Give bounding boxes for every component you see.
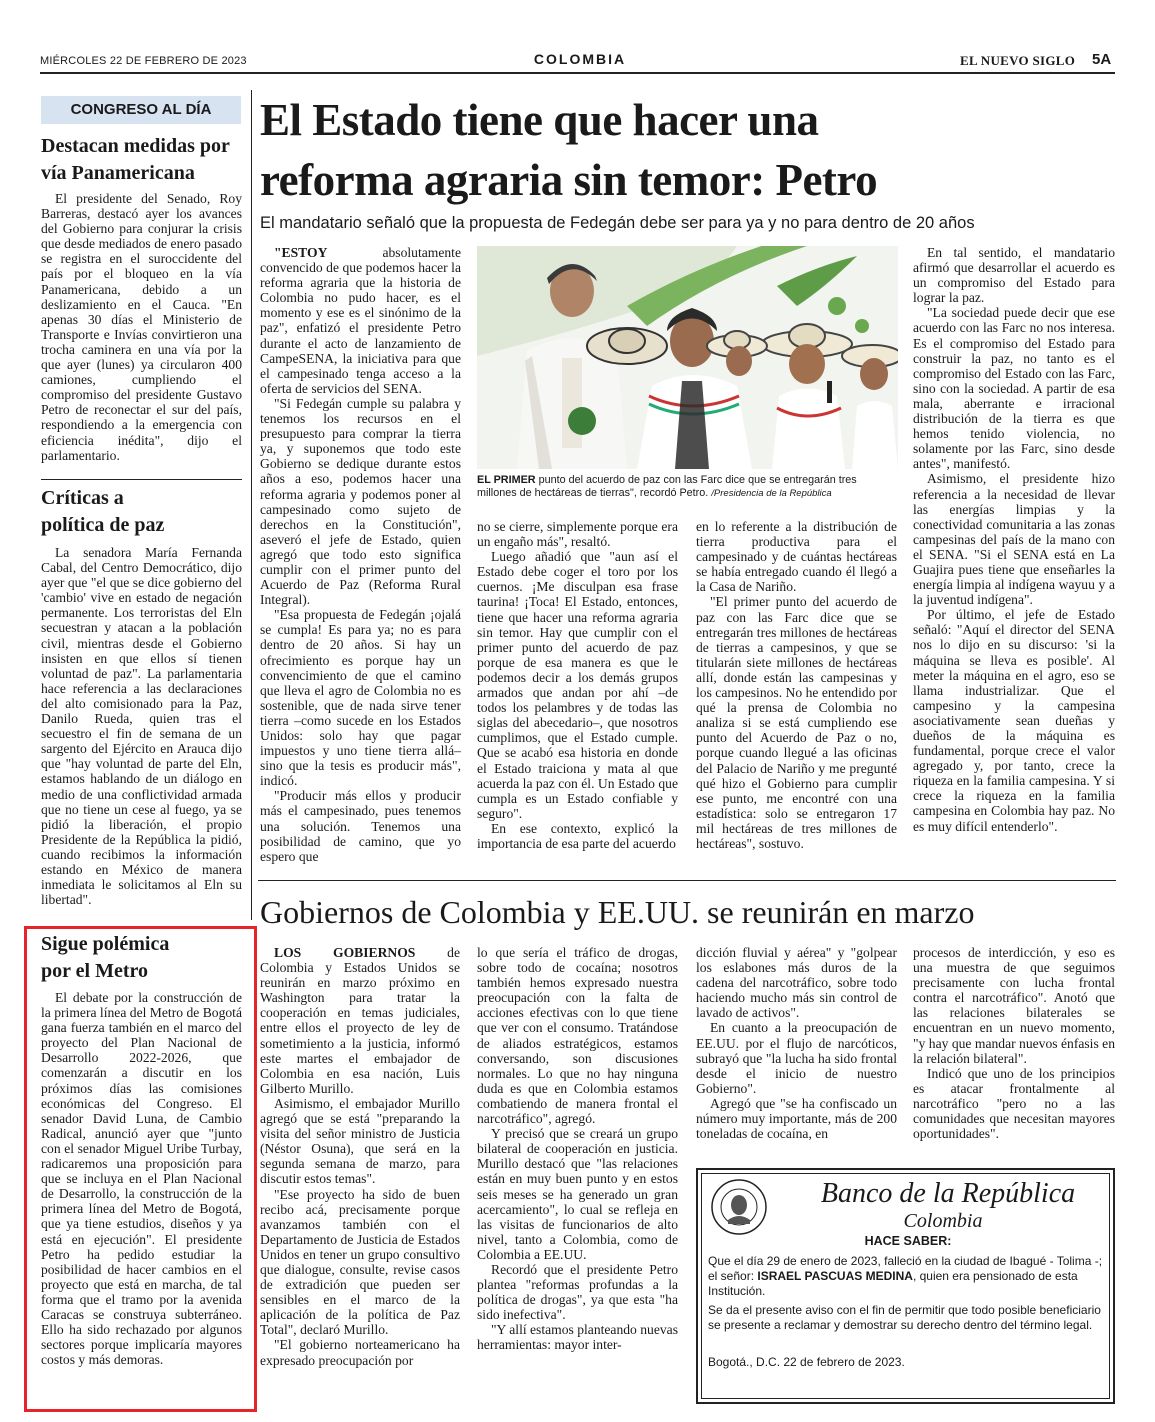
ceremony-photo-icon [477,246,898,469]
story-column-1: "ESTOY absolutamente convencido de que podemos hacer la reforma agraria que la historia de Colombia no pudo hacer, es el momento y ese es el sinónimo de la paz", enfatizó el presidente Petro durante el acto de lanzamiento de CampeSENA, la iniciativa para que el campesinado tenga acceso a la oferta de servicios del SENA. "Si Fedegán cumple su palabra y tenemos los recursos en el presupuesto para comprar la tierra ya, y suponemos que todo este Gobierno se dedique durante estos años a eso, podemos hacer una reforma agraria y podemos poner al campesinado como sujeto de derechos en la Constitución", aseveró el jefe de Estado, quien agregó que todo esto significa cumplir con el primer punto del Acuerdo de Paz (Reforma Rural Integral). "Esa propuesta de Fedegán ¡ojalá se cumpla! Es para ya; no es para dentro de 20 años. Si hay un ofrecimiento es porque hay un convencimiento de que el camino que lleva el agro de Colombia no es sostenible, que de nada sirve tener tierra –como sucede en los Estados Unidos: solo hay que pagar impuestos y uno tiene tierra allá– sino que la tesis es producir más", indicó. "Producir más ellos y producir más el campesinado, pues tenemos una solución. Tenemos una posibilidad de camino, que yo espero que [260,245,461,864]
bank-notice [696,1168,1115,1404]
newspaper-name: EL NUEVO SIGLO [960,53,1076,68]
story2-headline: Gobiernos de Colombia y EE.UU. se reunirán en marzo [260,894,975,930]
bank-name: Banco de la República [820,1178,1076,1209]
sidebar-label: CONGRESO AL DÍA [41,96,241,124]
story-photo [477,246,898,469]
story-column-3: en lo referente a la distribución de tierra productiva para el campesinado y de cuántas hectáreas se había entregado cuando él llegó a la Casa de Nariño. "El primer punto del acuerdo de paz con las Farc dice que se entregarán tres millones de hectáreas de tierras a campesinos, y que se titularán siete millones de hectáreas allí, donde están las campesinas y los campesinos. No he entendido por qué la prensa de Colombia no analiza si se está cumpliendo ese punto del Acuerdo de Paz o no, porque cuando llegué a las oficinas del Palacio de Nariño y me pregunté qué hizo el Gobierno para cumplir ese punto, me encontré con una estadística: solo se entregaron 17 mil hectáreas de tres millones de hectáreas", sostuvo. [696,519,897,851]
issue-date: MIÉRCOLES 22 DE FEBRERO DE 2023 [40,55,247,67]
sidebar-item-title: Críticas a política de paz [41,487,165,536]
bank-country: Colombia [903,1210,983,1232]
story2-column-3: dicción fluvial y aérea" y "golpear los eslabones más duros de la cadena del narcotráfico, sobre todo haciendo mucho más sin control de lavado de activos". En cuanto a la preocupación de EE.UU. por el flujo de narcóticos, subrayó que "la lucha ha sido frontal desde el inicio de nuestro Gobierno". Agregó que "se ha confiscado un número muy importante, más de 200 toneladas de cocaína, en [696,945,897,1142]
sidebar-item-body: La senadora María Fernanda Cabal, del Centro Democrático, dijo ayer que "el que se dice gobierno del 'cambio' vive en estado de negación permanente. Los terroristas del Eln secuestran y atacan a la población civil, mientras desde el Gobierno insisten en que ellos sí tienen voluntad de paz". La parlamentaria hace referencia a las declaraciones del alto comisionado para la Paz, Danilo Rueda, quien tras el secuestro el fin de semana de un sargento del Ejército en Arauca dijo que "hay voluntad de parte del Eln, estamos hablando de un diálogo en medio de una conflictividad armada que no tiene un cese al fuego, ya se pidió la liberación, el propio Presidente de la República la pidió, cuando recibimos la información estando en México de manera inmediata le solicitamos al Eln su libertad". [41,545,242,908]
caption-lead: EL PRIMER [477,474,536,486]
caption-text: punto del acuerdo de paz con las Farc dice que se entregarán tres millones de hectáreas de tierras", recordó Petro. [477,474,857,499]
notice-heading: HACE SABER: [864,1234,952,1248]
bank-seal-icon [710,1178,768,1236]
photo-caption [477,474,898,500]
sidebar-item-body: El debate por la construcción de la primera línea del Metro de Bogotá gana fuerza también en el marco del proyecto del Plan Nacional de Desarrollo 2022-2026, que comenzarán a discutir en los próximos días las comisiones económicas del Congreso. El senador David Luna, de Cambio Radical, anunció ayer que "junto con el senador Miguel Uribe Turbay, radicaremos una proposición para que se incluya en el Plan Nacional de Desarrollo, la construcción de la primera línea del Metro de Bogotá, que ya tiene estudios, diseños y ya está en ejecución". El presidente Petro ha pedido estudiar la posibilidad de hacer cambios en el proyecto que está en marcha, de tal forma que el tramo por la avenida Caracas se construya subterráneo. Ello ha sido rechazado por algunos sectores porque implicaría mayores costos y más demoras. [41,990,242,1368]
sidebar-item-title: Sigue polémica por el Metro [41,933,170,982]
notice-paragraph-1: Que el día 29 de enero de 2023, falleció en la ciudad de Ibagué - Tolima -; el señor: ISRAEL PASCUAS MEDINA, quien era pensionado de esta Institución. [708,1254,1103,1298]
story2-column-1: LOS GOBIERNOS de Colombia y Estados Unidos se reunirán en marzo próximo en Washington para tratar la cooperación en temas judiciales, entre ellos el proyecto de ley de sometimiento a la justicia, informó este martes el embajador de Colombia en esa nación, Luis Gilberto Murillo. Asimismo, el embajador Murillo agregó que se está "preparando la visita del señor ministro de Justicia (Néstor Osuna), que será en la segunda semana de marzo, para discutir estos temas". "Ese proyecto ha sido de buen recibo acá, precisamente porque avanzamos también con el Departamento de Justicia de Estados Unidos en tener un grupo consultivo que dialogue, consulte, revise casos de extradición que pueden ser sensibles en el marco de la aplicación de la política de Paz Total", declaró Murillo. "El gobierno norteamericano ha expresado preocupación por [260,945,460,1368]
photo-credit: /Presidencia de la República [711,488,832,499]
notice-date: Bogotá., D.C. 22 de febrero de 2023. [708,1355,905,1369]
section-name: COLOMBIA [533,51,627,67]
story-column-2: no se cierre, simplemente porque era un engaño más", resaltó. Luego añadió que "aun así el Estado debe coger el toro por los cuernos. ¡Me disculpan esa frase taurina! ¡Toca! El Estado, entonces, tiene que hacer una reforma agraria sin temor. Hay que cumplir con el primer punto del acuerdo de paz porque de esa manera es que le podemos decir a los demás grupos armados que andan por ahí –de todos los pelambres y de todas las siglas del abecedario–, que nosotros cumplimos, que el Estado cumple. Que se acabó esa historia en donde el Estado traiciona y mata al que acuerda la paz con él. Un Estado que cumpla es un Estado confiable y seguro". En ese contexto, explicó la importancia de esa parte del acuerdo [477,519,678,851]
sidebar-item-body: El presidente del Senado, Roy Barreras, destacó ayer los avances del Gobierno para conjurar la crisis que desde mediados de enero pasado se registra en el suroccidente del país por el bloqueo en la vía Panamericana, debido a un deslizamiento en el Cauca. "En apenas 30 días el Ministerio de Transporte e Invías convirtieron una trocha caminera en una vía por la que ayer (lunes) ya circularon 400 camiones, cumpliendo el compromiso del presidente Gustavo Petro de reconectar el sur del país, respondiendo a la emergencia con eficiencia inédita", dijo el parlamentario. [41,191,242,463]
story-subhead: El mandatario señaló que la propuesta de Fedegán debe ser para ya y no para dentro de 20 años [260,214,975,232]
story2-column-2: lo que sería el tráfico de drogas, sobre todo de cocaína; nosotros también hemos expresado nuestra preocupación con la falta de acciones efectivas con lo que tiene que ver con el consumo. Tratándose de aliados estratégicos, estamos conversando, son discusiones normales. Lo que no hay ninguna duda es que en Colombia estamos combatiendo de manera frontal el narcotráfico", agregó. Y precisó que se creará un grupo bilateral de cooperación en justicia. Murillo destacó que "las relaciones están en muy buen punto y en estos seis meses se ha generado un gran acercamiento", lo cual se refleja en las visitas de funcionarios de alto nivel, tanto a Colombia, como de Colombia a EE.UU. Recordó que el presidente Petro plantea "reformas profundas a la política de drogas", ya que esta "ha sido inefectiva". "Y allí estamos planteando nuevas herramientas: mayor inter- [477,945,678,1353]
notice-paragraph-2: Se da el presente aviso con el fin de permitir que todo posible beneficiario se presente a reclamar y demostrar su derecho dentro del término legal. [708,1303,1101,1332]
story-headline: El Estado tiene que hacer una reforma agraria sin temor: Petro [260,95,878,205]
deceased-name: ISRAEL PASCUAS MEDINA [757,1269,913,1283]
story2-column-4: procesos de interdicción, y eso es una muestra de que seguimos precisamente con lucha frontal contra el narcotráfico". Anotó que las relaciones bilaterales se encuentran en un nuevo momento, "y hay que mandar nuevos énfasis en la relación bilateral". Indicó que uno de los principios es atacar frontalmente al narcotráfico "pero no a las comunidades que necesitan mayores oportunidades". [913,945,1115,1142]
page-number: 5A [1092,51,1112,68]
story-column-4: En tal sentido, el mandatario afirmó que desarrollar el acuerdo es un compromiso del Estado para lograr la paz. "La sociedad puede decir que ese acuerdo con las Farc no nos interesa. Es el compromiso del Estado para construir la paz, no tanto es el compromiso del Estado con las Farc, sino con la sociedad. A partir de esa mala, aberrante e irracional distribución de la tierra es que hemos tenido violencia, no solamente por las Farc, sino desde antes", manifestó. Asimismo, el presidente hizo referencia a la necesidad de llevar las energías limpias y la conectividad comunitaria a las zonas campesinas del país de la mano con el SENA. "Si el SENA está en La Guajira pues tiene que enseñarles la energía limpia al indígena wayuu y a la juventud indígena". Por último, el jefe de Estado señaló: "Aquí el director del SENA nos lo dijo en su discurso: 'si la máquina se lleva es posible'. Al meter la máquina en el agro, eso se llama industrializar. Que el campesino y la campesina asociativamente sean dueñas y dueños de la máquina es fundamental, porque crece el valor agregado y, por tanto, crece la riqueza en la familia campesina. Y si crece la riqueza en la familia campesina en Colombia hay paz. No es muy difícil entenderlo". [913,245,1115,834]
sidebar-item-title: Destacan medidas por vía Panamericana [41,135,230,184]
header-rule [40,72,1115,74]
story-divider [258,880,1116,881]
sidebar-column-rule [251,90,252,920]
sidebar-divider [41,479,242,480]
